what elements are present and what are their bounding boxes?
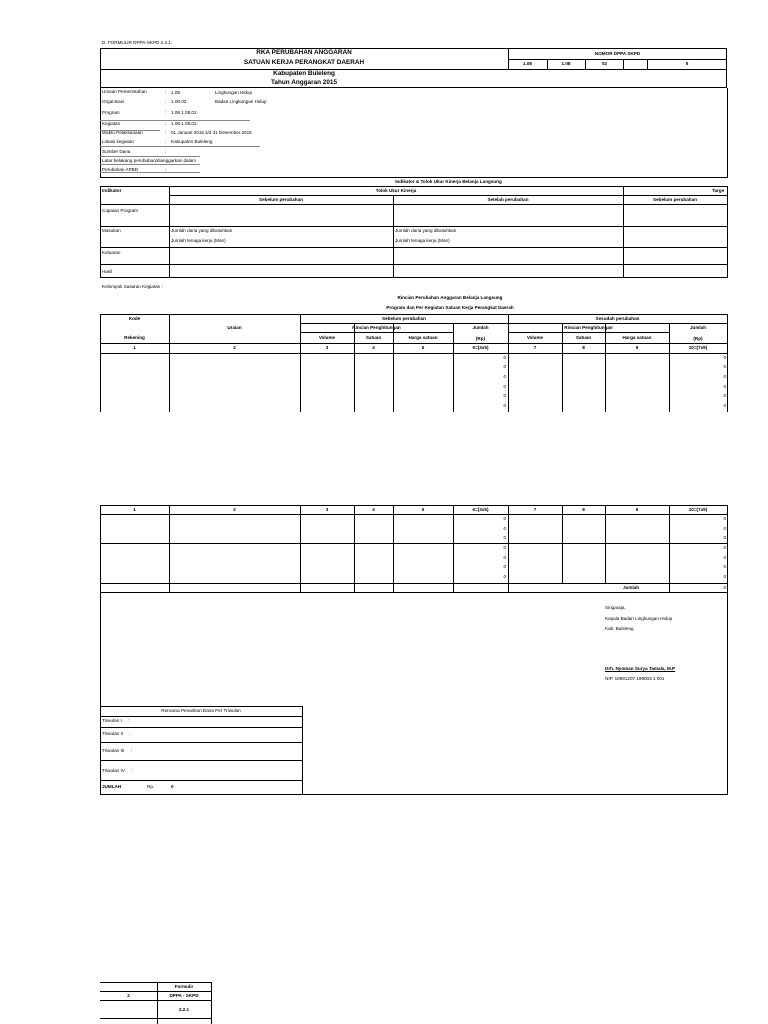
triwulan-1: Triwulan I :: [102, 718, 130, 723]
masukan-setelah-1: Jumlah dana yang dibutuhkan: [395, 228, 457, 233]
footer-dppa: DPPA - SKPD: [169, 993, 199, 998]
info-colon-sumber-dana: :: [165, 149, 167, 154]
zero-value: 0: [723, 585, 726, 590]
nomor-cell-1: 1.08: [523, 61, 532, 66]
triwulan-4: Triwulan IV :: [102, 768, 133, 773]
info-label-kegiatan: Kegiatan: [102, 121, 121, 126]
rincian-rp-sebelum: (Rp): [475, 336, 486, 341]
triwulan-3: Triwulan III :: [102, 748, 132, 753]
info-colon-program: :: [165, 110, 167, 115]
info-value-urusan: Lingkungan Hidup: [215, 90, 253, 95]
colnum-2: 2: [233, 345, 236, 350]
info-label-perubahan-apbd: Perubahan APBD: [102, 167, 139, 172]
rincian-sesudah: Sesudah perubahan: [595, 316, 640, 321]
zero-value: 0: [503, 574, 506, 579]
footer-code: 2.2.1: [178, 1007, 190, 1012]
header-title-1: RKA PERUBAHAN ANGGARAN: [256, 49, 352, 56]
zero-value: 0: [503, 374, 506, 379]
colnum-9: 9: [635, 345, 639, 350]
zero-value: 0: [503, 393, 506, 398]
colnum-10: 10=(7x9): [688, 345, 708, 350]
zero-value: 0: [503, 516, 506, 521]
p2-colnum-6: 6=(3x5): [472, 507, 489, 512]
rincian-rekening: Rekening: [124, 335, 145, 340]
p2-colnum-1: 1: [133, 507, 136, 512]
col-tolok-ukur: Tolok Ukur Kinerja: [375, 188, 417, 193]
p2-colnum-5: 5: [421, 507, 425, 512]
rincian-rp-sesudah: (Rp): [693, 336, 703, 341]
zero-value: 0: [723, 384, 726, 389]
indikator-section-title: Indikator & Tolok Ukur Kinerja Belanja Langsung: [395, 179, 502, 184]
info-colon-organisasi: :: [165, 99, 167, 104]
nomor-dppa-label: NOMOR DPPA SKPD: [594, 51, 641, 56]
info-colon-kegiatan: :: [165, 121, 167, 126]
zero-value: 0: [723, 564, 726, 569]
zero-value: 0: [503, 355, 506, 360]
header-title-3: Kabupaten Buleleng: [273, 70, 335, 77]
rincian-sebelum: Sebelum perubahan: [382, 316, 426, 321]
row-hasil: Hasil: [102, 269, 113, 274]
colnum-5: 5: [421, 345, 425, 350]
info-code-lokasi: Kabupaten Buleleng: [171, 139, 213, 144]
zero-value: 0: [503, 555, 506, 560]
rincian-uraian: Uraian: [227, 325, 242, 330]
p2-colnum-10: 10=(7x9): [688, 507, 708, 512]
colnum-6: 6=(3x5): [472, 345, 489, 350]
zero-value: 0: [723, 516, 726, 521]
signature-position-1: Kepala Badan Lingkungan Hidup: [605, 616, 673, 621]
zero-value: 0: [723, 403, 726, 408]
rencana-title: Rencana Penarikan Dana Per Triwulan: [161, 708, 241, 713]
masukan-sebelum-2: Jumlah tenaga kerja (Man): [171, 238, 226, 243]
zero-value: 0: [723, 545, 726, 550]
zero-value: 0: [723, 355, 726, 360]
rincian-satuan-sesudah: Satuan: [575, 335, 592, 340]
info-label-waktu: Waktu Pelaksanaan: [102, 130, 143, 135]
info-code-waktu: 01 Januari 2015 s/d 31 Desember 2015: [171, 130, 252, 135]
zero-value: 0: [503, 403, 506, 408]
p2-colnum-8: 8: [582, 507, 585, 512]
col-target: Targe: [712, 188, 725, 193]
col-sebelum-perubahan: Sebelum perubahan: [259, 197, 303, 202]
signature-name: Drh. Nyoman Surya Tamala, M.P: [605, 666, 676, 671]
zero-value: 0: [723, 555, 726, 560]
nomor-cell-5: 5: [685, 61, 689, 66]
info-label-latar-belakang: Latar belakang perubahan/dianggarkan dalam: [102, 158, 196, 163]
footer-number: 2: [127, 993, 130, 998]
rincian-volume-sebelum: Volume: [318, 335, 336, 340]
info-label-organisasi: Organisasi: [102, 99, 124, 104]
row-capaian-program: Capaian Program: [102, 208, 139, 213]
rincian-harga-sebelum: Harga satuan: [408, 335, 438, 340]
triwulan-2: Triwulan II :: [102, 731, 131, 736]
signature-nip: NIP. 19591207 199003 1 001: [605, 676, 665, 681]
info-label-urusan: Urusan Pemerintahan: [102, 89, 147, 94]
zero-value: 0: [503, 535, 506, 540]
info-value-organisasi: Badan Lingkungan Hidup: [215, 99, 267, 104]
colnum-3: 3: [325, 345, 329, 350]
header-title-4: Tahun Anggaran 2015: [270, 79, 338, 86]
info-colon-waktu: :: [165, 130, 167, 135]
kelompok-sasaran: Kelompok Sasaran Kegiatan :: [102, 284, 163, 289]
rencana-jumlah-value: 0: [171, 784, 174, 789]
header-title-2: SATUAN KERJA PERANGKAT DAERAH: [243, 59, 365, 66]
col-target-sebelum: Sebelum perubahan: [653, 197, 697, 202]
rincian-jumlah-sesudah: Jumlah: [689, 325, 707, 330]
rincian-penghitungan-sebelum: Rincian Penghitungan: [352, 325, 401, 330]
colnum-8: 8: [582, 345, 585, 350]
masukan-setelah-2: Jumlah tenaga kerja (Man): [395, 238, 450, 243]
row-keluaran: Keluaran: [102, 250, 121, 255]
rencana-rp-label: Rp.: [147, 784, 155, 789]
signature-place: Singaraja,: [605, 605, 626, 610]
zero-value: 0: [723, 526, 726, 531]
footer-formulir: Formulir: [174, 984, 194, 989]
info-label-sumber-dana: Sumber Dana: [102, 149, 131, 154]
row-masukan: Masukan: [102, 228, 121, 233]
zero-value: 0: [503, 564, 506, 569]
zero-value: 0: [723, 364, 726, 369]
info-code-organisasi: 1.08.02.: [171, 99, 188, 104]
p2-colnum-7: 7: [533, 507, 537, 512]
rincian-volume-sesudah: Volume: [526, 335, 544, 340]
info-code-urusan: 1.08.: [171, 90, 182, 95]
p2-colnum-3: 3: [325, 507, 329, 512]
info-label-lokasi: Lokasi kegiatan: [102, 139, 134, 144]
zero-value: 0: [503, 526, 506, 531]
p2-colnum-9: 9: [635, 507, 639, 512]
zero-value: 0: [723, 535, 726, 540]
p2-colnum-2: 2: [233, 507, 236, 512]
rincian-jumlah-sebelum: Jumlah: [472, 325, 489, 330]
rincian-penghitungan-sesudah: Rincian Penghitungan: [564, 325, 613, 330]
colnum-1: 1: [133, 345, 136, 350]
rincian-satuan-sebelum: Satuan: [365, 335, 382, 340]
col-setelah-perubahan: Setelah perubahan: [487, 197, 529, 202]
form-code: D. FORMULIR DPPA-SKPD 2.2.1.: [102, 40, 173, 45]
zero-value: 0: [503, 384, 506, 389]
p2-colnum-4: 4: [372, 507, 375, 512]
nomor-cell-3: 02: [602, 61, 608, 66]
colnum-4: 4: [372, 345, 375, 350]
colnum-7: 7: [533, 345, 537, 350]
rincian-kode: Kode: [128, 316, 141, 321]
rencana-jumlah-label: JUMLAH: [102, 784, 122, 789]
zero-value: 0: [723, 374, 726, 379]
rincian-harga-sesudah: Harga satuan: [622, 335, 652, 340]
nomor-cell-2: 1.08: [561, 61, 571, 66]
zero-value: 0: [503, 545, 506, 550]
info-code-program: 1.08.1.08.02.: [171, 110, 198, 115]
info-label-program: Program: [102, 110, 120, 115]
rincian-title-1: Rincian Perubahan Anggaran Belanja Langsung: [397, 295, 503, 300]
masukan-sebelum-1: Jumlah dana yang dibutuhkan: [171, 228, 233, 233]
info-code-kegiatan: 1.08.1.08.02.: [171, 121, 198, 126]
zero-value: 0: [723, 574, 726, 579]
zero-value: 0: [503, 364, 506, 369]
info-colon-lokasi: :: [165, 139, 167, 144]
zero-value: 0: [723, 393, 726, 398]
info-colon-urusan: :: [165, 90, 167, 95]
col-indikator: Indikator: [102, 188, 122, 193]
signature-position-2: Kab. Buleleng: [605, 626, 634, 631]
rincian-title-2: Program dan Per Kegiatan Satuan Kerja Perangkat Daerah: [386, 305, 514, 310]
jumlah-total-label: Jumlah: [623, 585, 640, 590]
info-colon-perubahan-apbd: :: [165, 167, 167, 172]
